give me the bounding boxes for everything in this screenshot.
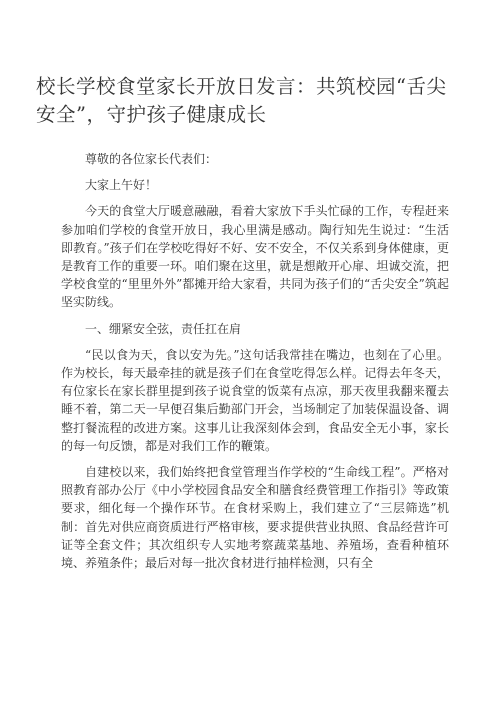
section-heading-1: 一、绷紧安全弦，责任扛在肩 <box>85 321 242 336</box>
document-title: 校长学校食堂家长开放日发言：共筑校园“舌尖安全”，守护孩子健康成长 <box>36 75 447 126</box>
intro-paragraph: 今天的食堂大厅暖意融融，看着大家放下手头忙碌的工作，专程赶来参加咱们学校的食堂开放日，我心里满是感动。陶行知先生说过：“生活即教育。”孩子们在学校吃得好不好、安不安全，不仅关系到身体健康，更是教育工作的重要一环。咱们聚在这里，就是想敞开心扉、坦诚交流，把学校食堂的“里里外外”都摊开给大家看，共同为孩子们的“舌尖安全”筑起坚实防线。 <box>61 204 449 310</box>
section1-paragraph-1: “民以食为天，食以安为先。”这句话我常挂在嘴边，也刻在了心里。作为校长，每天最牵挂的就是孩子们在食堂吃得怎么样。记得去年冬天，有位家长在家长群里提到孩子说食堂的饭菜有点凉，那天夜里我翻来覆去睡不着，第二天一早便召集后勤部门开会，当场制定了加装保温设备、调整打餐流程的改进方案。这事儿让我深刻体会到，食品安全无小事，家长的每一句反馈，都是对我们工作的鞭策。 <box>61 347 449 453</box>
section1-paragraph-2: 自建校以来，我们始终把食堂管理当作学校的“生命线工程”。严格对照教育部办公厅《中小学校园食品安全和膳食经费管理工作指引》等政策要求，细化每一个操作环节。在食材采购上，我们建立了“三层筛选”机制：首先对供应商资质进行严格审核，要求提供营业执照、食品经营许可证等全套文件；其次组织专人实地考察蔬菜基地、养殖场，查看种植环境、养殖条件；最后对每一批次食材进行抽样检测，只有全 <box>61 465 449 571</box>
document-body <box>61 150 449 580</box>
salutation: 尊敬的各位家长代表们： <box>85 152 218 166</box>
greeting: 大家上午好！ <box>85 178 158 193</box>
